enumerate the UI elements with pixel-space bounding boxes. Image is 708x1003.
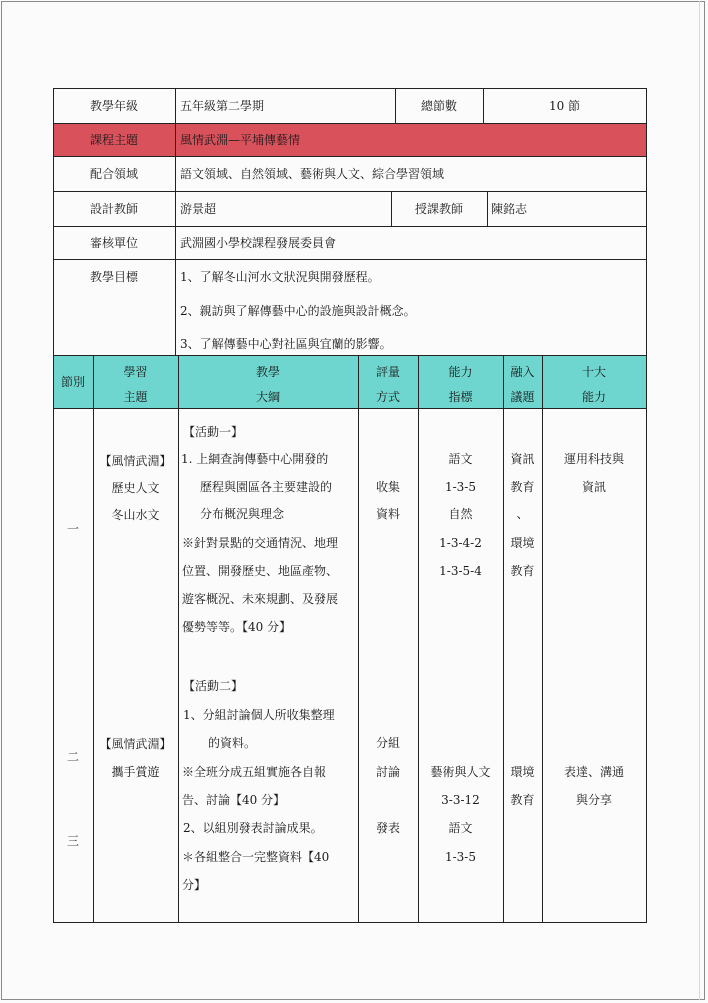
col-theme-2: 主題 [123,390,148,404]
teacher-value: 陳銘志 [491,202,528,216]
row2-assess-3: 發表 [375,821,400,835]
row2-ability-1: 藝術與人文 [430,765,491,779]
row2-outline-7: ＊各組整合一完整資料【40 [182,850,330,864]
sessions-label: 總節數 [420,99,457,113]
row1-theme-3: 冬山水文 [111,508,160,522]
row2-session-2: 二 [66,750,79,764]
row1-outline-8: 優勢等等。【40 分】 [182,620,292,634]
row1-ability-1: 語文 [448,452,473,466]
row2-issue-2: 教育 [510,793,535,807]
row2-ability-3: 語文 [448,821,473,835]
row2-assess-1: 分組 [375,736,400,750]
row2-outline-8: 分】 [182,878,207,892]
domain-value: 語文領域、自然領域、藝術與人文、綜合學習領域 [180,167,445,181]
row1-issue-3: 、 [516,507,529,521]
row1-outline-1: 【活動一】 [183,425,244,439]
topic-label: 課程主題 [89,133,138,147]
topic-value: 風情武淵—平埔傳藝情 [180,133,301,147]
row2-theme-2: 攜手賞遊 [111,765,160,779]
row1-outline-5: ※針對景點的交通情況、地理 [182,536,339,550]
row1-assess-1: 收集 [375,480,400,494]
row1-outline-3: 歷程與園區各主要建設的 [200,480,333,494]
col-issue-2: 議題 [510,390,535,404]
grade-label: 教學年級 [89,99,138,113]
col-ten-2: 能力 [581,390,606,404]
row1-theme-1: 【風情武淵】 [99,454,172,468]
col-ability-1: 能力 [448,365,473,379]
col-ability-2: 指標 [448,390,473,404]
row1-ability-5: 1-3-5-4 [439,564,482,578]
designer-label: 設計教師 [89,202,138,216]
col-theme-1: 學習 [123,365,148,379]
sessions-value: 10 節 [548,99,581,113]
review-label: 審核單位 [89,236,138,250]
col-assess-2: 方式 [375,390,400,404]
row1-issue-1: 資訊 [510,452,535,466]
col-outline-2: 大綱 [255,390,280,404]
col-issue-1: 融入 [510,365,535,379]
row2-outline-2: 1、分組討論個人所收集整理 [183,708,335,722]
row1-ten-1: 運用科技與 [563,452,624,466]
row2-ability-2: 3-3-12 [441,793,480,807]
designer-value: 游景超 [180,202,217,216]
row2-outline-1: 【活動二】 [183,679,244,693]
row2-issue-1: 環境 [510,765,535,779]
goal-1: 1、了解冬山河水文狀況與開發歷程。 [180,270,380,284]
row1-ability-4: 1-3-4-2 [439,536,482,550]
row1-theme-2: 歷史人文 [111,481,160,495]
row2-theme-1: 【風情武淵】 [99,737,172,751]
paper-edge [699,1,700,1000]
row1-issue-2: 教育 [510,480,535,494]
row1-ten-2: 資訊 [581,480,606,494]
domain-label: 配合領域 [89,167,138,181]
row2-ten-2: 與分享 [575,793,612,807]
row1-issue-5: 教育 [510,564,535,578]
grade-value: 五年級第二學期 [180,99,265,113]
goal-3: 3、了解傳藝中心對社區與宜蘭的影響。 [180,337,392,351]
goal-2: 2、親訪與了解傳藝中心的設施與設計概念。 [180,304,416,318]
goals-label: 教學目標 [89,270,138,284]
row1-ability-3: 自然 [448,507,473,521]
row1-outline-4: 分布概況與理念 [200,507,285,521]
row1-outline-2: 1. 上網查詢傳藝中心開發的 [181,452,329,466]
row2-session-3: 三 [66,834,79,848]
row1-session: 一 [66,522,79,536]
row1-outline-7: 遊客概況、未來規劃、及發展 [182,592,339,606]
teacher-label: 授課教師 [414,202,463,216]
row2-outline-4: ※全班分成五組實施各自報 [182,765,327,779]
col-ten-1: 十大 [581,365,606,379]
row2-outline-6: 2、以組別發表討論成果。 [183,821,323,835]
row2-outline-3: 的資料。 [208,736,257,750]
row2-ten-1: 表達、溝通 [563,765,624,779]
review-value: 武淵國小學校課程發展委員會 [180,236,337,250]
row1-assess-2: 資料 [375,507,400,521]
row2-ability-4: 1-3-5 [444,850,476,864]
row2-assess-2: 討論 [375,765,400,779]
col-outline-1: 教學 [255,365,280,379]
col-assess-1: 評量 [375,365,400,379]
row1-outline-6: 位置、開發歷史、地區產物、 [182,564,339,578]
row1-issue-4: 環境 [510,536,535,550]
row2-outline-5: 告、討論【40 分】 [182,793,286,807]
col-session: 節別 [60,375,85,389]
row1-ability-2: 1-3-5 [444,480,476,494]
